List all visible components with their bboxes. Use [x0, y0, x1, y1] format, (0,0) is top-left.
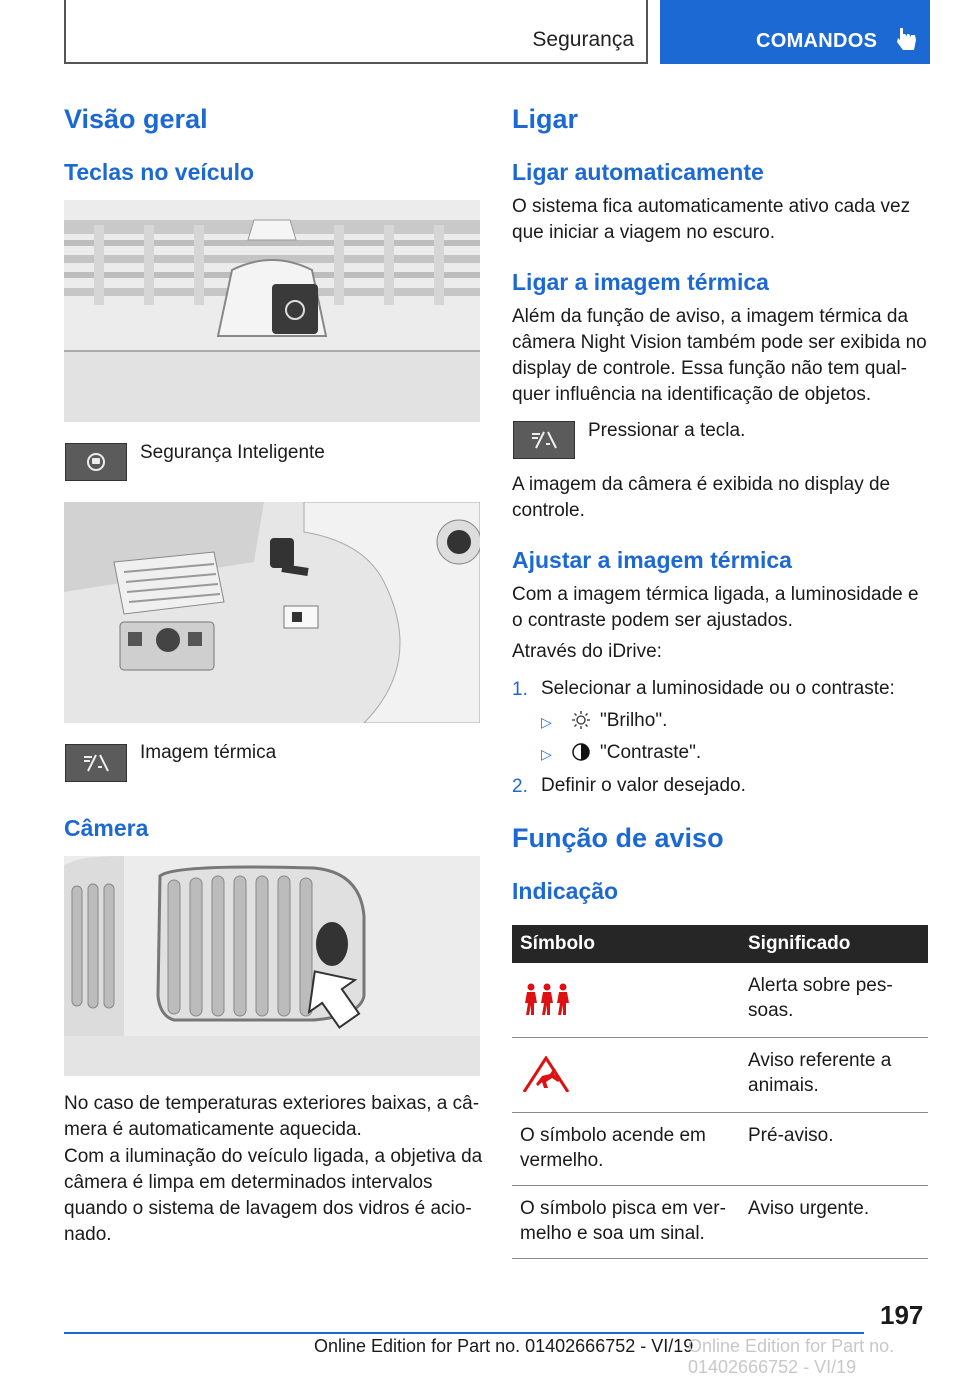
warning-function-title: Função de aviso: [512, 823, 724, 853]
camera-heading: Câmera: [64, 815, 149, 841]
table-header-symbol: Símbolo: [512, 925, 740, 963]
table-row: [512, 963, 928, 1038]
animal-warning-icon: [520, 1056, 572, 1092]
step-1-text: Selecionar a luminosidade ou o contraste:: [541, 678, 895, 699]
camera-grille-photo: [64, 856, 480, 1076]
adjust-heading: Ajustar a imagem térmica: [512, 547, 792, 573]
indication-table: [512, 925, 928, 1259]
camera-para-2: Com a iluminação do veículo ligada, a objetiva da câmera é limpa em determinados intervalos quando o sistema de lavagem dos vidros é acio- nado.: [64, 1146, 483, 1245]
thermal-image-label: Imagem térmica: [140, 742, 277, 763]
table-cell-symbol: O símbolo acende em vermelho.: [512, 1113, 740, 1186]
indication-heading: Indicação: [512, 878, 619, 904]
intelligent-safety-label: Segurança Inteligente: [140, 442, 325, 463]
brightness-option: "Brilho".: [600, 710, 668, 731]
footer-watermark: Online Edition for Part no. 01402666752 - VI/19: [688, 1336, 895, 1377]
table-cell-symbol: O símbolo pisca em ver- melho e soa um sinal.: [512, 1186, 740, 1259]
step-2-text: Definir o valor desejado.: [541, 775, 746, 796]
thermal-image-key: [65, 744, 127, 782]
bullet-triangle-icon: ▷: [541, 746, 552, 762]
idrive-text: Através do iDrive:: [512, 641, 662, 662]
table-row: [512, 1038, 928, 1113]
vehicle-keys-photo: [64, 200, 480, 422]
pedestrians-warning-icon: [520, 981, 572, 1017]
night-vision-icon: [514, 422, 574, 458]
step-1-number: 1.: [512, 679, 528, 700]
auto-on-text: O sistema fica automaticamente ativo cada vez que iniciar a viagem no escuro.: [512, 196, 911, 243]
header-chapter: COMANDOS: [756, 30, 878, 52]
table-header-row: [512, 925, 928, 963]
night-vision-icon: [66, 745, 126, 781]
thermal-on-text: Além da função de aviso, a imagem térmica da câmera Night Vision também pode ser exibida no display de controle. Essa função não tem qual- quer influência na identificação de objetos.: [512, 306, 927, 405]
bullet-triangle-icon: ▷: [541, 714, 552, 730]
table-cell-meaning: Alerta sobre pes- soas.: [740, 963, 928, 1038]
press-key-text: Pressionar a tecla.: [588, 420, 746, 441]
subtitle-vehicle-keys: Teclas no veículo: [64, 159, 255, 185]
header-section-box: [64, 0, 648, 64]
footer-divider: [64, 1332, 864, 1334]
contrast-icon: [571, 742, 591, 762]
adjust-text: Com a imagem térmica ligada, a luminosidade e o contraste podem ser ajustados.: [512, 584, 919, 631]
switch-on-title: Ligar: [512, 104, 579, 134]
brightness-icon: [571, 710, 591, 730]
contrast-option: "Contraste".: [600, 742, 702, 763]
table-cell-meaning: Aviso referente a animais.: [740, 1038, 928, 1113]
thermal-key-photo: [64, 502, 480, 723]
camera-shown-text: A imagem da câmera é exibida no display de controle.: [512, 474, 891, 521]
header-chapter-box: [660, 0, 930, 64]
table-row: [512, 1113, 928, 1186]
table-cell-meaning: Pré-aviso.: [740, 1113, 928, 1186]
table-cell-symbol: [512, 963, 740, 1038]
table-row: [512, 1186, 928, 1259]
step-2-number: 2.: [512, 776, 528, 797]
pointing-hand-icon: [896, 26, 918, 52]
table-header-meaning: Significado: [740, 925, 928, 963]
thermal-on-heading: Ligar a imagem térmica: [512, 269, 769, 295]
auto-on-heading: Ligar automaticamente: [512, 159, 764, 185]
intelligent-safety-key: [65, 443, 127, 481]
intelligent-safety-icon: [66, 444, 126, 480]
table-cell-symbol: [512, 1038, 740, 1113]
camera-para-1: No caso de temperaturas exteriores baixas, a câ- mera é automaticamente aquecida.: [64, 1093, 480, 1140]
footer-edition: Online Edition for Part no. 01402666752 - VI/19: [314, 1336, 694, 1356]
header-section: Segurança: [532, 28, 634, 51]
page-title-overview: Visão geral: [64, 104, 208, 134]
table-cell-meaning: Aviso urgente.: [740, 1186, 928, 1259]
page-number: 197: [880, 1300, 924, 1330]
thermal-image-key-2: [513, 421, 575, 459]
